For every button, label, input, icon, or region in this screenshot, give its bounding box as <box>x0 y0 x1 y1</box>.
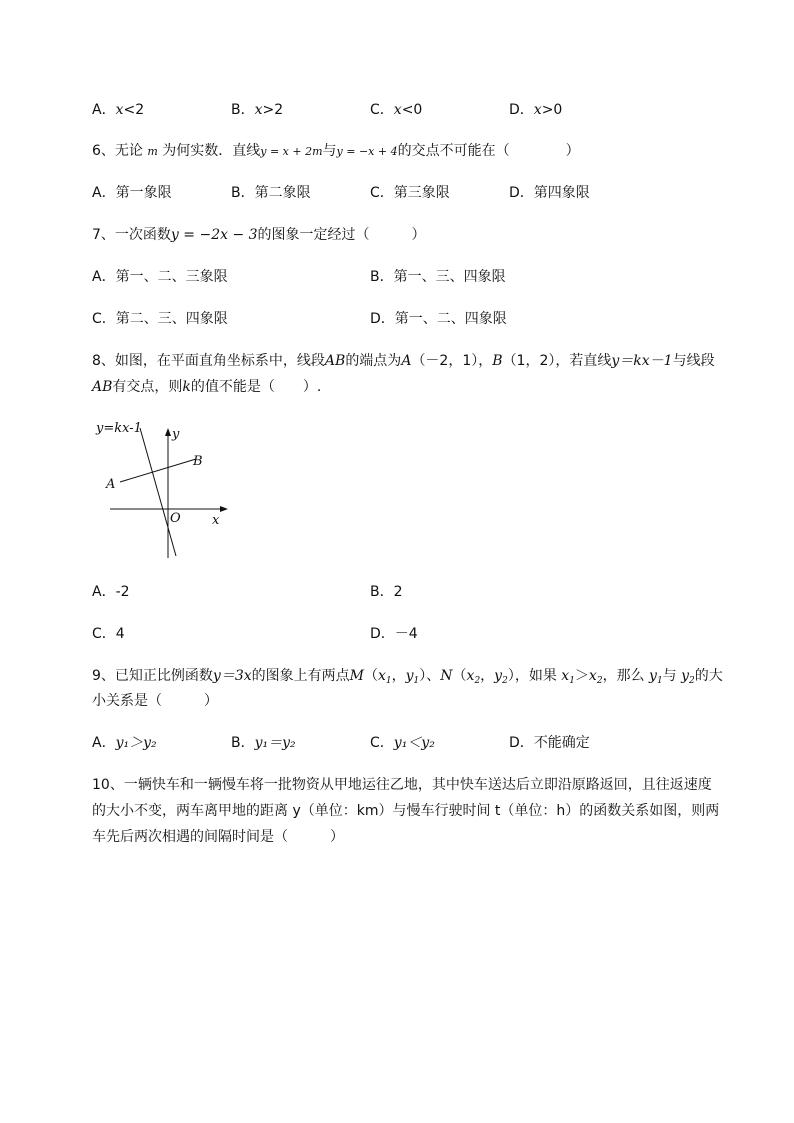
q9-option-b: B．y₁＝y₂ <box>231 735 296 751</box>
q9-stem-line2: 小关系是（ ） <box>92 693 218 709</box>
origin-label: O <box>170 511 181 526</box>
q8-option-a: A．-2 <box>92 584 130 600</box>
q7-option-d: D．第一、二、四象限 <box>370 311 507 327</box>
q6-option-b: B．第二象限 <box>231 185 311 201</box>
y-axis-label: y <box>172 427 180 442</box>
q5-option-c: C．x<0 <box>370 102 423 118</box>
q9-stem-line1: 9、已知正比例函数y＝3x的图象上有两点$M(x_1$，$y_1$）、$N(x_2$，$y_2$），如果 $x_1>x_2$，那么 $y_1$与 $y_2$的大 <box>92 668 723 686</box>
q9-option-d: D．不能确定 <box>509 735 590 751</box>
q8-option-b: B．2 <box>370 584 403 600</box>
q6-option-a: A．第一象限 <box>92 185 172 201</box>
q7-option-c: C．第二、三、四象限 <box>92 311 228 327</box>
q8-stem-line1: 8、如图，在平面直角坐标系中，线段AB的端点为A（－2，1），B（1，2），若直线y＝kx－1与线段 <box>92 353 715 369</box>
q7-option-a: A．第一、二、三象限 <box>92 269 228 285</box>
line-label: y=kx-1 <box>96 421 142 436</box>
q9-option-a: A．y₁＞y₂ <box>92 735 157 751</box>
q7-stem: 7、一次函数y = −2x − 3的图象一定经过（ ） <box>92 227 426 243</box>
q9-option-c: C．y₁＜y₂ <box>370 735 435 751</box>
q8-figure <box>92 418 242 563</box>
point-b-label: B <box>193 454 203 469</box>
x-axis-arrow-icon <box>220 506 228 512</box>
q6-stem: 6、无论 m 为何实数．直线y = x + 2m与y = −x + 4的交点不可能在（ ） <box>92 143 580 159</box>
q7-option-b: B．第一、三、四象限 <box>370 269 506 285</box>
x-axis-label: x <box>212 513 220 528</box>
q8-stem-line2: AB有交点，则k的值不能是（ ）. <box>92 379 322 395</box>
q10-stem-line1: 10、一辆快车和一辆慢车将一批物资从甲地运往乙地，其中快车送达后立即沿原路返回，且往返速度 <box>92 777 712 793</box>
q5-option-a: A．x<2 <box>92 102 145 118</box>
q8-option-c: C．4 <box>92 626 125 642</box>
q6-option-d: D．第四象限 <box>509 185 590 201</box>
q8-option-d: D．－4 <box>370 626 418 642</box>
q6-option-c: C．第三象限 <box>370 185 450 201</box>
segment-ab <box>120 459 196 482</box>
q5-option-b: B．x>2 <box>231 102 284 118</box>
q10-stem-line2: 的大小不变，两车离甲地的距离 y（单位：km）与慢车行驶时间 t（单位：h）的函数关系如图，则两 <box>92 803 720 819</box>
point-a-label: A <box>106 477 116 492</box>
q5-option-d: D．x>0 <box>509 102 563 118</box>
line-kx-minus-1 <box>140 428 176 556</box>
y-axis-arrow-icon <box>165 428 171 436</box>
q10-stem-line3: 车先后两次相遇的间隔时间是（ ） <box>92 829 344 845</box>
